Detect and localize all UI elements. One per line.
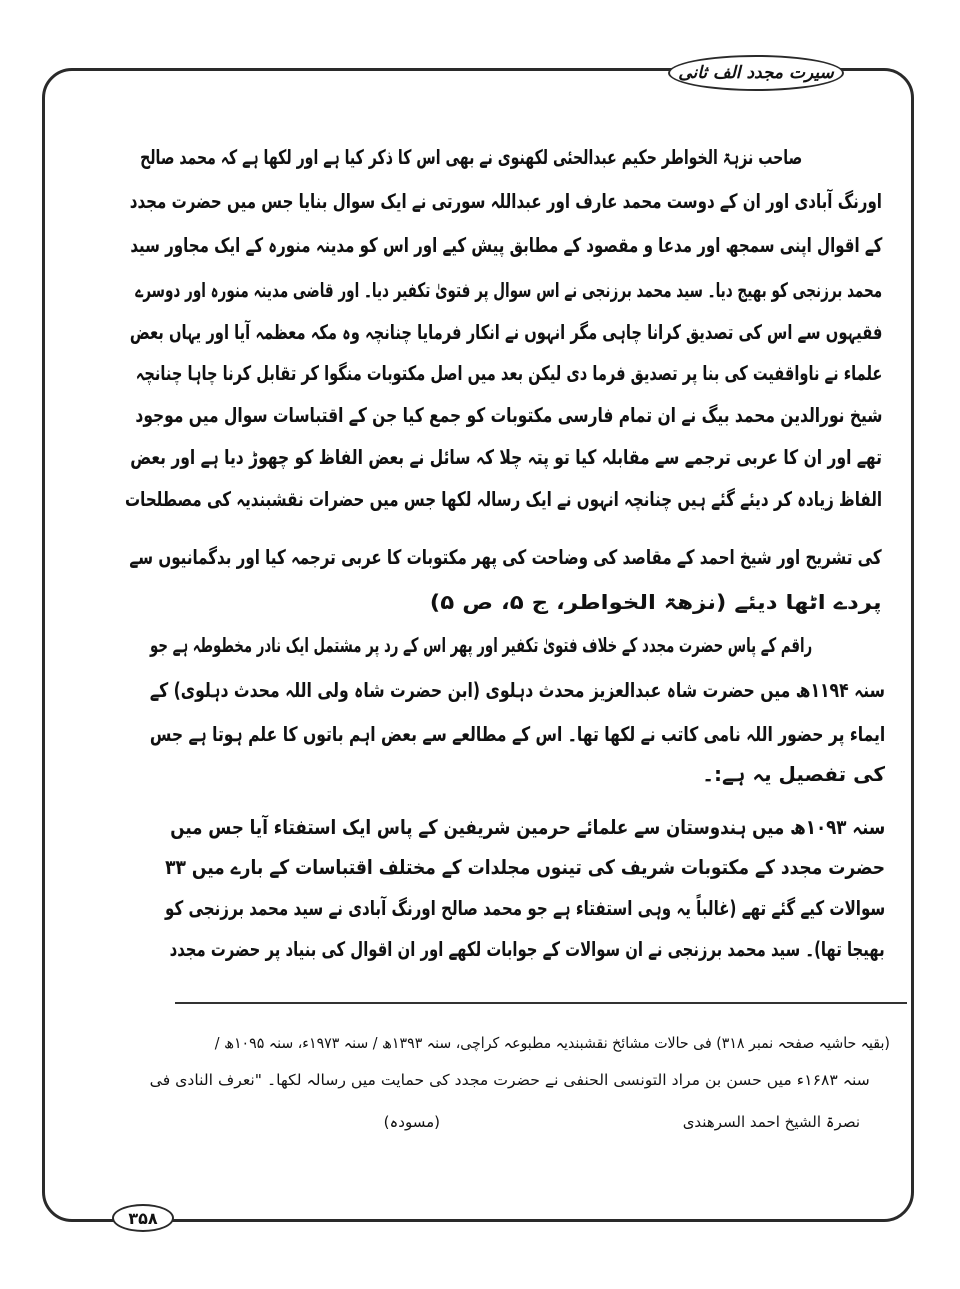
text-line: کی تفصیل یہ ہے:۔ bbox=[702, 762, 885, 786]
text-line: ایماء پر حضور اللہ نامی کاتب نے لکھا تھا۔ اس کے مطالعے سے بعض اہم باتوں کا علم ہوتا ہے جس bbox=[149, 722, 885, 746]
footnote-line: نصرۃ الشیخ احمد السرھندی bbox=[682, 1113, 860, 1131]
text-line: بھیجا تھا)۔ سید محمد برزنجی نے ان سوالات کے جوابات لکھے اور ان اقوال کی بنیاد پر حضرت مجدد bbox=[169, 937, 885, 961]
text-line: شیخ نورالدین محمد بیگ نے ان تمام فارسی مکتوبات کو جمع کیا جن کے اقتباسات سوال میں موجود bbox=[134, 403, 882, 427]
page-number-text: ۳۵۸ bbox=[128, 1208, 158, 1228]
text-line: تھے اور ان کا عربی ترجمے سے مقابلہ کیا تو پتہ چلا کہ سائل نے بعض الفاظ کو چھوڑ دیا ہے اور بعض bbox=[130, 445, 882, 469]
text-line: سوالات کیے گئے تھے (غالباً یہ وہی استفتاء ہے جو محمد صالح اورنگ آبادی نے سید محمد برزنجی کو bbox=[164, 896, 885, 920]
footnote-note: (مسودہ) bbox=[383, 1113, 440, 1131]
footnote-line: (بقیہ حاشیہ صفحہ نمبر ۳۱۸) فی حالات مشائخ نقشبندیہ مطبوعہ کراچی، سنہ ۱۳۹۳ھ / سنہ ۱۹۷۳ء، سنہ ۱۰۹۵ھ / bbox=[214, 1034, 890, 1052]
text-line: حضرت مجدد کے مکتوبات شریف کی تینوں مجلدات کے مختلف اقتباسات کے بارے میں ۳۳ bbox=[164, 855, 886, 879]
text-line-citation: پردے اٹھا دیئے (نزھۃ الخواطر، ج ۵، ص ۵) bbox=[430, 590, 882, 614]
running-header bbox=[668, 55, 844, 91]
footnote-line: سنہ ۱۶۸۳ء میں حسن بن مراد التونسی الحنفی نے حضرت مجدد کی حمایت میں رسالہ لکھا۔ "نعرف النادی فی bbox=[149, 1071, 870, 1089]
text-line: صاحب نزہۃ الخواطر حکیم عبدالحئی لکھنوی نے بھی اس کا ذکر کیا ہے اور لکھا ہے کہ محمد صالح bbox=[139, 145, 802, 169]
text-line: اورنگ آبادی اور ان کے دوست محمد عارف اور عبداللہ سورتی نے ایک سوال بنایا جس میں حضرت مجدد bbox=[129, 189, 882, 213]
text-line: راقم کے پاس حضرت مجدد کے خلاف فتویٰ تکفیر اور پھر اس کے رد پر مشتمل ایک نادر مخطوطہ ہے جو bbox=[149, 633, 812, 657]
text-line: کے اقوال اپنی سمجھ اور مدعا و مقصود کے مطابق پیش کیے اور اس کو مدینہ منورہ کے ایک مجاور سید bbox=[129, 233, 882, 257]
text-line: محمد برزنجی کو بھیج دیا۔ سید محمد برزنجی نے اس سوال پر فتویٰ تکفیر دیا۔ اور قاضی مدینہ منورہ اور دوسرے bbox=[135, 278, 882, 302]
footnote-divider bbox=[175, 1002, 907, 1004]
page-number bbox=[112, 1204, 174, 1232]
text-line: علماء نے ناواقفیت کی بنا پر تصدیق فرما دی لیکن بعد میں اصل مکتوبات منگوا کر تقابل کرنا چاہا چنانچہ bbox=[135, 361, 882, 385]
text-line: کی تشریح اور شیخ احمد کے مقاصد کی وضاحت کی پھر مکتوبات کا عربی ترجمہ کیا اور بدگمانیوں سے bbox=[129, 545, 882, 569]
book-title: سیرت مجدد الف ثانی bbox=[678, 63, 834, 83]
text-line: سنہ ۱۱۹۴ھ میں حضرت شاہ عبدالعزیز محدث دہلوی (ابن حضرت شاہ ولی اللہ محدث دہلوی) کے bbox=[149, 678, 885, 702]
text-line: الفاظ زیادہ کر دیئے گئے ہیں چنانچہ انہوں نے ایک رسالہ لکھا جس میں حضرات نقشبندیہ کی مصطلحات bbox=[124, 487, 882, 511]
text-line: سنہ ۱۰۹۳ھ میں ہندوستان سے علمائے حرمین شریفین کے پاس ایک استفتاء آیا جس میں bbox=[170, 815, 885, 839]
text-line: فقیہوں سے اس کی تصدیق کرانا چاہی مگر انہوں نے انکار فرمایا چنانچہ وہ مکہ معظمہ آیا اور یہاں بعض bbox=[129, 320, 882, 344]
